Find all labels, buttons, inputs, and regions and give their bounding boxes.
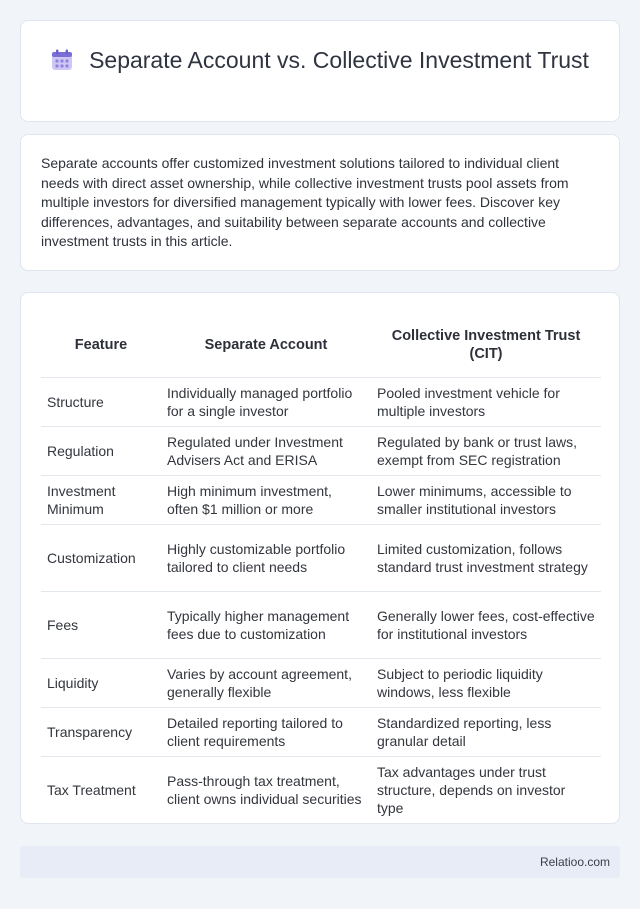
cit-cell: Tax advantages under trust structure, depends on investor type [371,756,601,823]
feature-cell: Fees [41,591,161,658]
feature-cell: Customization [41,524,161,591]
separate-account-cell: Detailed reporting tailored to client requirements [161,707,371,756]
table-row [41,426,601,475]
feature-cell: Structure [41,377,161,426]
intro-card [20,134,620,271]
cit-cell: Regulated by bank or trust laws, exempt from SEC registration [371,426,601,475]
feature-cell: Liquidity [41,658,161,707]
cit-cell: Standardized reporting, less granular detail [371,707,601,756]
feature-cell: Transparency [41,707,161,756]
footer-bar [20,846,620,878]
page-title-wrap [21,46,619,75]
header-separate-account: Separate Account [161,313,371,377]
separate-account-cell: Varies by account agreement, generally flexible [161,658,371,707]
cit-cell: Lower minimums, accessible to smaller institutional investors [371,475,601,524]
cit-cell: Subject to periodic liquidity windows, less flexible [371,658,601,707]
cit-cell: Pooled investment vehicle for multiple investors [371,377,601,426]
table-row [41,591,601,658]
table-row [41,377,601,426]
cit-cell: Limited customization, follows standard trust investment strategy [371,524,601,591]
table-row [41,756,601,823]
table-row [41,524,601,591]
footer-brand: Relatioo.com [539,855,610,869]
separate-account-cell: Pass-through tax treatment, client owns individual securities [161,756,371,823]
page-title: Separate Account vs. Collective Investment Trust [89,47,589,73]
feature-cell: Tax Treatment [41,756,161,823]
feature-cell: Investment Minimum [41,475,161,524]
separate-account-cell: Typically higher management fees due to customization [161,591,371,658]
separate-account-cell: Highly customizable portfolio tailored to client needs [161,524,371,591]
intro-paragraph: Separate accounts offer customized investment solutions tailored to individual client needs with direct asset ownership, while collective investment trusts pool assets from multiple investors for diversified management typically with lower fees. Discover key differences, advantages, and suitability between separate accounts and collective investment trusts in this article. [41,155,569,249]
feature-cell: Regulation [41,426,161,475]
comparison-table [41,313,601,824]
header-cit: Collective Investment Trust (CIT) [371,313,601,377]
header-feature: Feature [41,313,161,377]
table-row [41,475,601,524]
comparison-table-card [20,292,620,824]
cit-cell: Generally lower fees, cost-effective for institutional investors [371,591,601,658]
separate-account-cell: High minimum investment, often $1 million or more [161,475,371,524]
table-row [41,658,601,707]
separate-account-cell: Individually managed portfolio for a single investor [161,377,371,426]
table-row [41,707,601,756]
separate-account-cell: Regulated under Investment Advisers Act and ERISA [161,426,371,475]
table-header-row [41,313,601,377]
calendar-icon [51,49,73,71]
title-card [20,20,620,122]
